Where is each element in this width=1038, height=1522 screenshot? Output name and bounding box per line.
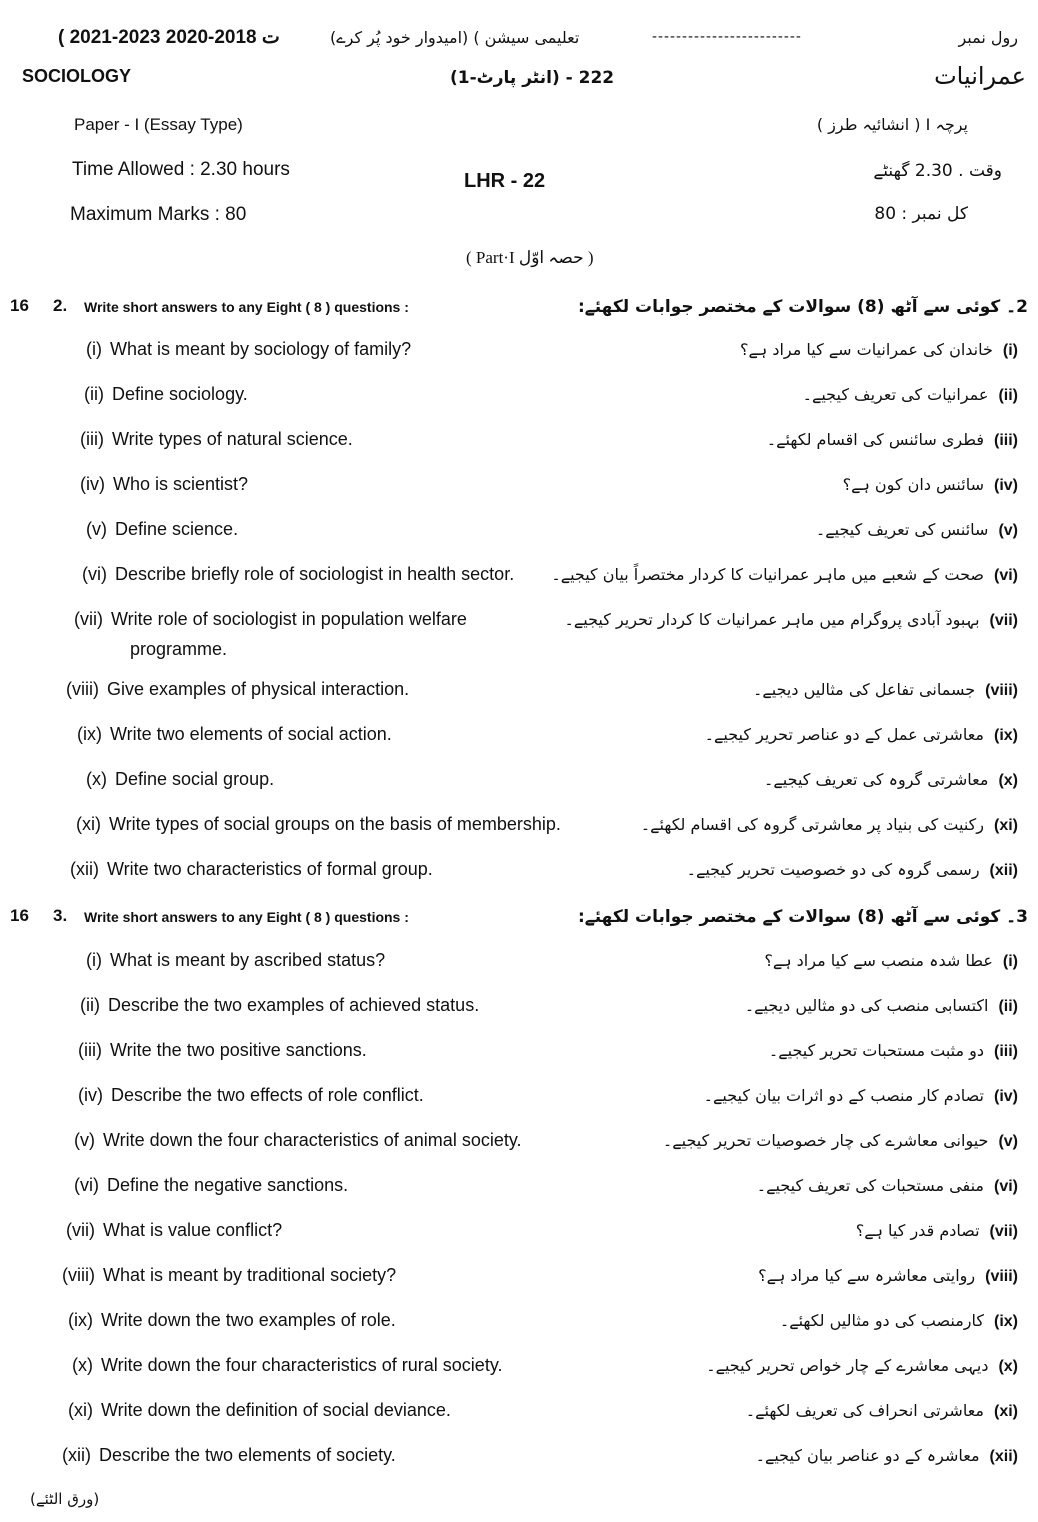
question-text-english <box>86 339 411 360</box>
question-label-english: (v) <box>86 519 107 539</box>
paper-code: 222 - (انٹر پارٹ-1) <box>450 68 615 88</box>
question-urdu: فطری سائنس کی اقسام لکھئے۔ <box>766 430 984 449</box>
question-urdu: معاشرہ کے دو عناصر بیان کیجیے۔ <box>755 1446 980 1465</box>
question-label-urdu: (x) <box>998 1358 1018 1375</box>
question-label-urdu: (x) <box>998 772 1018 789</box>
question-label-english: (vi) <box>82 564 107 584</box>
question-label-urdu: (vii) <box>989 1223 1018 1240</box>
question-urdu: روایتی معاشرہ سے کیا مراد ہے؟ <box>758 1266 976 1285</box>
question-label-urdu: (v) <box>998 1133 1018 1150</box>
question-urdu: اکتسابی منصب کی دو مثالیں دیجیے۔ <box>744 996 989 1015</box>
question-label-english: (ix) <box>68 1310 93 1330</box>
question-urdu: تصادم قدر کیا ہے؟ <box>855 1221 980 1240</box>
question-text-urdu <box>746 1401 1018 1421</box>
question-text-urdu <box>764 770 1018 790</box>
subject-english: SOCIOLOGY <box>22 66 132 86</box>
question-english: Describe briefly role of sociologist in health sector. <box>115 564 515 584</box>
question-label-english: (i) <box>86 950 102 970</box>
question-label-urdu: (ii) <box>998 387 1018 404</box>
question-text-english <box>74 609 467 630</box>
question-english: Define sociology. <box>112 384 248 404</box>
question-label-english: (xi) <box>76 814 101 834</box>
question-text-english <box>80 474 248 495</box>
question-label-english: (ii) <box>80 995 100 1015</box>
question-text-urdu <box>816 520 1018 540</box>
question-urdu: جسمانی تفاعل کی مثالیں دیجیے۔ <box>753 680 976 699</box>
question-label-urdu: (xii) <box>989 862 1018 879</box>
question-text-english <box>62 1445 396 1466</box>
question-text-english <box>76 814 561 835</box>
question-text-urdu <box>756 1446 1018 1466</box>
question-english: Define social group. <box>115 769 275 789</box>
question-english: What is meant by ascribed status? <box>110 950 386 970</box>
question-english: Write role of sociologist in population welfare <box>111 609 467 629</box>
question-label-urdu: (vi) <box>994 1178 1018 1195</box>
paper-urdu: پرچہ I ( انشائیہ طرز ) <box>816 115 968 134</box>
session-label-urdu: تعلیمی سیشن ) (امیدوار خود پُر کرے) <box>330 28 580 47</box>
session-years: ( 2021-2023 ﺕ 2018-2020 <box>58 27 280 48</box>
question-label-urdu: (viii) <box>985 1268 1018 1285</box>
question-2-instruction-english: Write short answers to any Eight ( 8 ) questions : <box>84 299 409 315</box>
question-english: Write down the two examples of role. <box>101 1310 396 1330</box>
question-text-english <box>70 859 433 880</box>
question-english: Define the negative sanctions. <box>107 1175 349 1195</box>
question-urdu: معاشرتی انحراف کی تعریف لکھئے۔ <box>745 1401 984 1420</box>
turn-over-note: (ورق الٹئے) <box>30 1490 100 1508</box>
question-text-english <box>86 519 238 540</box>
question-text-english <box>86 769 274 790</box>
question-label-english: (i) <box>86 339 102 359</box>
question-text-urdu <box>745 996 1018 1016</box>
question-label-english: (iv) <box>78 1085 103 1105</box>
question-english: Write types of natural science. <box>112 429 353 449</box>
question-label-urdu: (ix) <box>994 727 1018 744</box>
question-text-urdu <box>687 860 1018 880</box>
question-urdu: سائنس کی تعریف کیجیے۔ <box>815 520 989 539</box>
question-english: Give examples of physical interaction. <box>107 679 410 699</box>
question-urdu: تصادم کار منصب کے دو اثرات بیان کیجیے۔ <box>703 1086 984 1105</box>
question-label-english: (ix) <box>77 724 102 744</box>
question-english-continuation: programme. <box>130 639 228 659</box>
question-english: Write down the four characteristics of animal society. <box>103 1130 522 1150</box>
question-text-urdu <box>803 385 1018 405</box>
question-label-urdu: (ix) <box>994 1313 1018 1330</box>
question-text-english <box>62 1265 396 1286</box>
question-label-english: (vii) <box>66 1220 95 1240</box>
question-text-english <box>86 950 385 971</box>
question-3-instruction-english: Write short answers to any Eight ( 8 ) questions : <box>84 909 409 925</box>
question-text-urdu <box>764 951 1018 971</box>
question-label-urdu: (xi) <box>994 1403 1018 1420</box>
question-urdu: حیوانی معاشرے کی چار خصوصیات تحریر کیجیے۔ <box>662 1131 989 1150</box>
question-text-urdu <box>740 340 1018 360</box>
paper-english: Paper - I (Essay Type) <box>74 115 243 134</box>
question-text-english <box>77 724 392 745</box>
question-label-urdu: (iv) <box>994 1088 1018 1105</box>
question-label-urdu: (vii) <box>989 612 1018 629</box>
question-label-english: (xii) <box>70 859 99 879</box>
question-text-urdu <box>551 565 1018 585</box>
question-label-english: (viii) <box>62 1265 95 1285</box>
question-english: Define science. <box>115 519 239 539</box>
question-label-english: (xi) <box>68 1400 93 1420</box>
question-text-english <box>74 1175 348 1196</box>
question-text-urdu <box>705 725 1018 745</box>
question-text-urdu <box>856 1221 1018 1241</box>
question-urdu: دیہی معاشرے کے چار خواص تحریر کیجیے۔ <box>706 1356 989 1375</box>
question-english: Write the two positive sanctions. <box>110 1040 367 1060</box>
question-text-urdu <box>758 1266 1018 1286</box>
question-text-urdu <box>767 430 1018 450</box>
question-3-number: 3. <box>53 906 68 925</box>
question-urdu: معاشرتی گروہ کی تعریف کیجیے۔ <box>764 770 989 789</box>
question-label-english: (v) <box>74 1130 95 1150</box>
question-text-english <box>66 1220 282 1241</box>
question-label-english: (x) <box>72 1355 93 1375</box>
question-urdu: بہبود آبادی پروگرام میں ماہر عمرانیات کا کردار تحریر کیجیے۔ <box>564 610 980 629</box>
question-urdu: صحت کے شعبے میں ماہر عمرانیات کا کردار مختصراً بیان کیجیے۔ <box>551 565 984 584</box>
question-urdu: دو مثبت مستحبات تحریر کیجیے۔ <box>768 1041 984 1060</box>
question-text-urdu <box>565 610 1019 630</box>
question-text-english <box>72 1355 502 1376</box>
question-text-urdu <box>753 680 1018 700</box>
question-english: What is meant by traditional society? <box>103 1265 397 1285</box>
question-label-urdu: (iii) <box>994 1043 1018 1060</box>
question-text-english <box>68 1310 396 1331</box>
question-english: Write types of social groups on the basis of membership. <box>109 814 561 834</box>
question-label-english: (iii) <box>80 429 104 449</box>
question-label-urdu: (iii) <box>994 432 1018 449</box>
question-text-english <box>80 995 479 1016</box>
board-code: LHR - 22 <box>464 170 546 192</box>
question-text-english <box>78 1040 367 1061</box>
question-text-english <box>68 1400 451 1421</box>
question-text-english <box>66 679 409 700</box>
question-english: Describe the two elements of society. <box>99 1445 396 1465</box>
question-label-english: (vii) <box>74 609 103 629</box>
question-label-english: (ii) <box>84 384 104 404</box>
question-label-urdu: (i) <box>1002 953 1018 970</box>
question-3-marks: 16 <box>10 906 29 925</box>
question-english: What is value conflict? <box>103 1220 283 1240</box>
time-allowed-english: Time Allowed : 2.30 hours <box>72 159 290 180</box>
roll-number-label: رول نمبر <box>958 28 1018 47</box>
subject-urdu: عمرانیات <box>934 62 1026 90</box>
question-text-urdu <box>757 1176 1018 1196</box>
question-2-marks: 16 <box>10 296 29 315</box>
question-label-english: (xii) <box>62 1445 91 1465</box>
question-text-urdu <box>780 1311 1018 1331</box>
question-urdu: سائنس دان کون ہے؟ <box>842 475 984 494</box>
maximum-marks-urdu: کل نمبر : 80 <box>874 204 968 224</box>
question-text-urdu <box>641 815 1018 835</box>
question-text-english <box>78 1085 424 1106</box>
question-text-urdu <box>663 1131 1018 1151</box>
question-english: Write two characteristics of formal group. <box>107 859 433 879</box>
question-text-english <box>82 564 514 585</box>
question-label-urdu: (ii) <box>998 998 1018 1015</box>
question-text-english <box>74 1130 522 1151</box>
question-label-english: (vi) <box>74 1175 99 1195</box>
question-label-urdu: (v) <box>998 522 1018 539</box>
question-label-urdu: (iv) <box>994 477 1018 494</box>
question-text-english <box>80 429 353 450</box>
question-text-urdu <box>706 1356 1018 1376</box>
question-urdu: رسمی گروہ کی دو خصوصیت تحریر کیجیے۔ <box>686 860 980 879</box>
question-english: Describe the two examples of achieved status. <box>108 995 480 1015</box>
question-label-english: (x) <box>86 769 107 789</box>
question-urdu: معاشرتی عمل کے دو عناصر تحریر کیجیے۔ <box>704 725 984 744</box>
question-urdu: خاندان کی عمرانیات سے کیا مراد ہے؟ <box>740 340 993 359</box>
question-urdu: رکنیت کی بنیاد پر معاشرتی گروہ کی اقسام لکھئے۔ <box>640 815 984 834</box>
question-urdu: منفی مستحبات کی تعریف کیجیے۔ <box>756 1176 984 1195</box>
question-2-number: 2. <box>53 296 68 315</box>
question-label-urdu: (xii) <box>989 1448 1018 1465</box>
question-english: Write two elements of social action. <box>110 724 392 744</box>
time-allowed-urdu: وقت . 2.30 گھنٹے <box>873 161 1002 181</box>
question-urdu: کارمنصب کی دو مثالیں لکھئے۔ <box>779 1311 984 1330</box>
question-text-urdu <box>704 1086 1018 1106</box>
question-text-urdu <box>769 1041 1018 1061</box>
question-urdu: عطا شدہ منصب سے کیا مراد ہے؟ <box>764 951 993 970</box>
roll-number-blank: ------------------------- <box>652 28 802 45</box>
question-label-english: (iii) <box>78 1040 102 1060</box>
question-english: Write down the four characteristics of rural society. <box>101 1355 503 1375</box>
question-text-urdu <box>843 475 1018 495</box>
question-label-english: (viii) <box>66 679 99 699</box>
question-label-urdu: (vi) <box>994 567 1018 584</box>
maximum-marks-english: Maximum Marks : 80 <box>70 204 247 225</box>
question-label-urdu: (i) <box>1002 342 1018 359</box>
question-2-instruction-urdu: 2۔ کوئی سے آٹھ (8) سوالات کے مختصر جوابات لکھئے: <box>577 297 1028 317</box>
question-english: Who is scientist? <box>113 474 249 494</box>
question-label-urdu: (viii) <box>985 682 1018 699</box>
question-english: Describe the two effects of role conflict. <box>111 1085 424 1105</box>
question-3-instruction-urdu: 3۔ کوئی سے آٹھ (8) سوالات کے مختصر جوابات لکھئے: <box>577 907 1028 927</box>
part-heading: ( Part·I حصہ اوّل ) <box>466 248 594 267</box>
question-text-english <box>84 384 248 405</box>
question-urdu: عمرانیات کی تعریف کیجیے۔ <box>802 385 989 404</box>
question-english: Write down the definition of social deviance. <box>101 1400 451 1420</box>
question-label-english: (iv) <box>80 474 105 494</box>
question-english: What is meant by sociology of family? <box>110 339 412 359</box>
question-label-urdu: (xi) <box>994 817 1018 834</box>
